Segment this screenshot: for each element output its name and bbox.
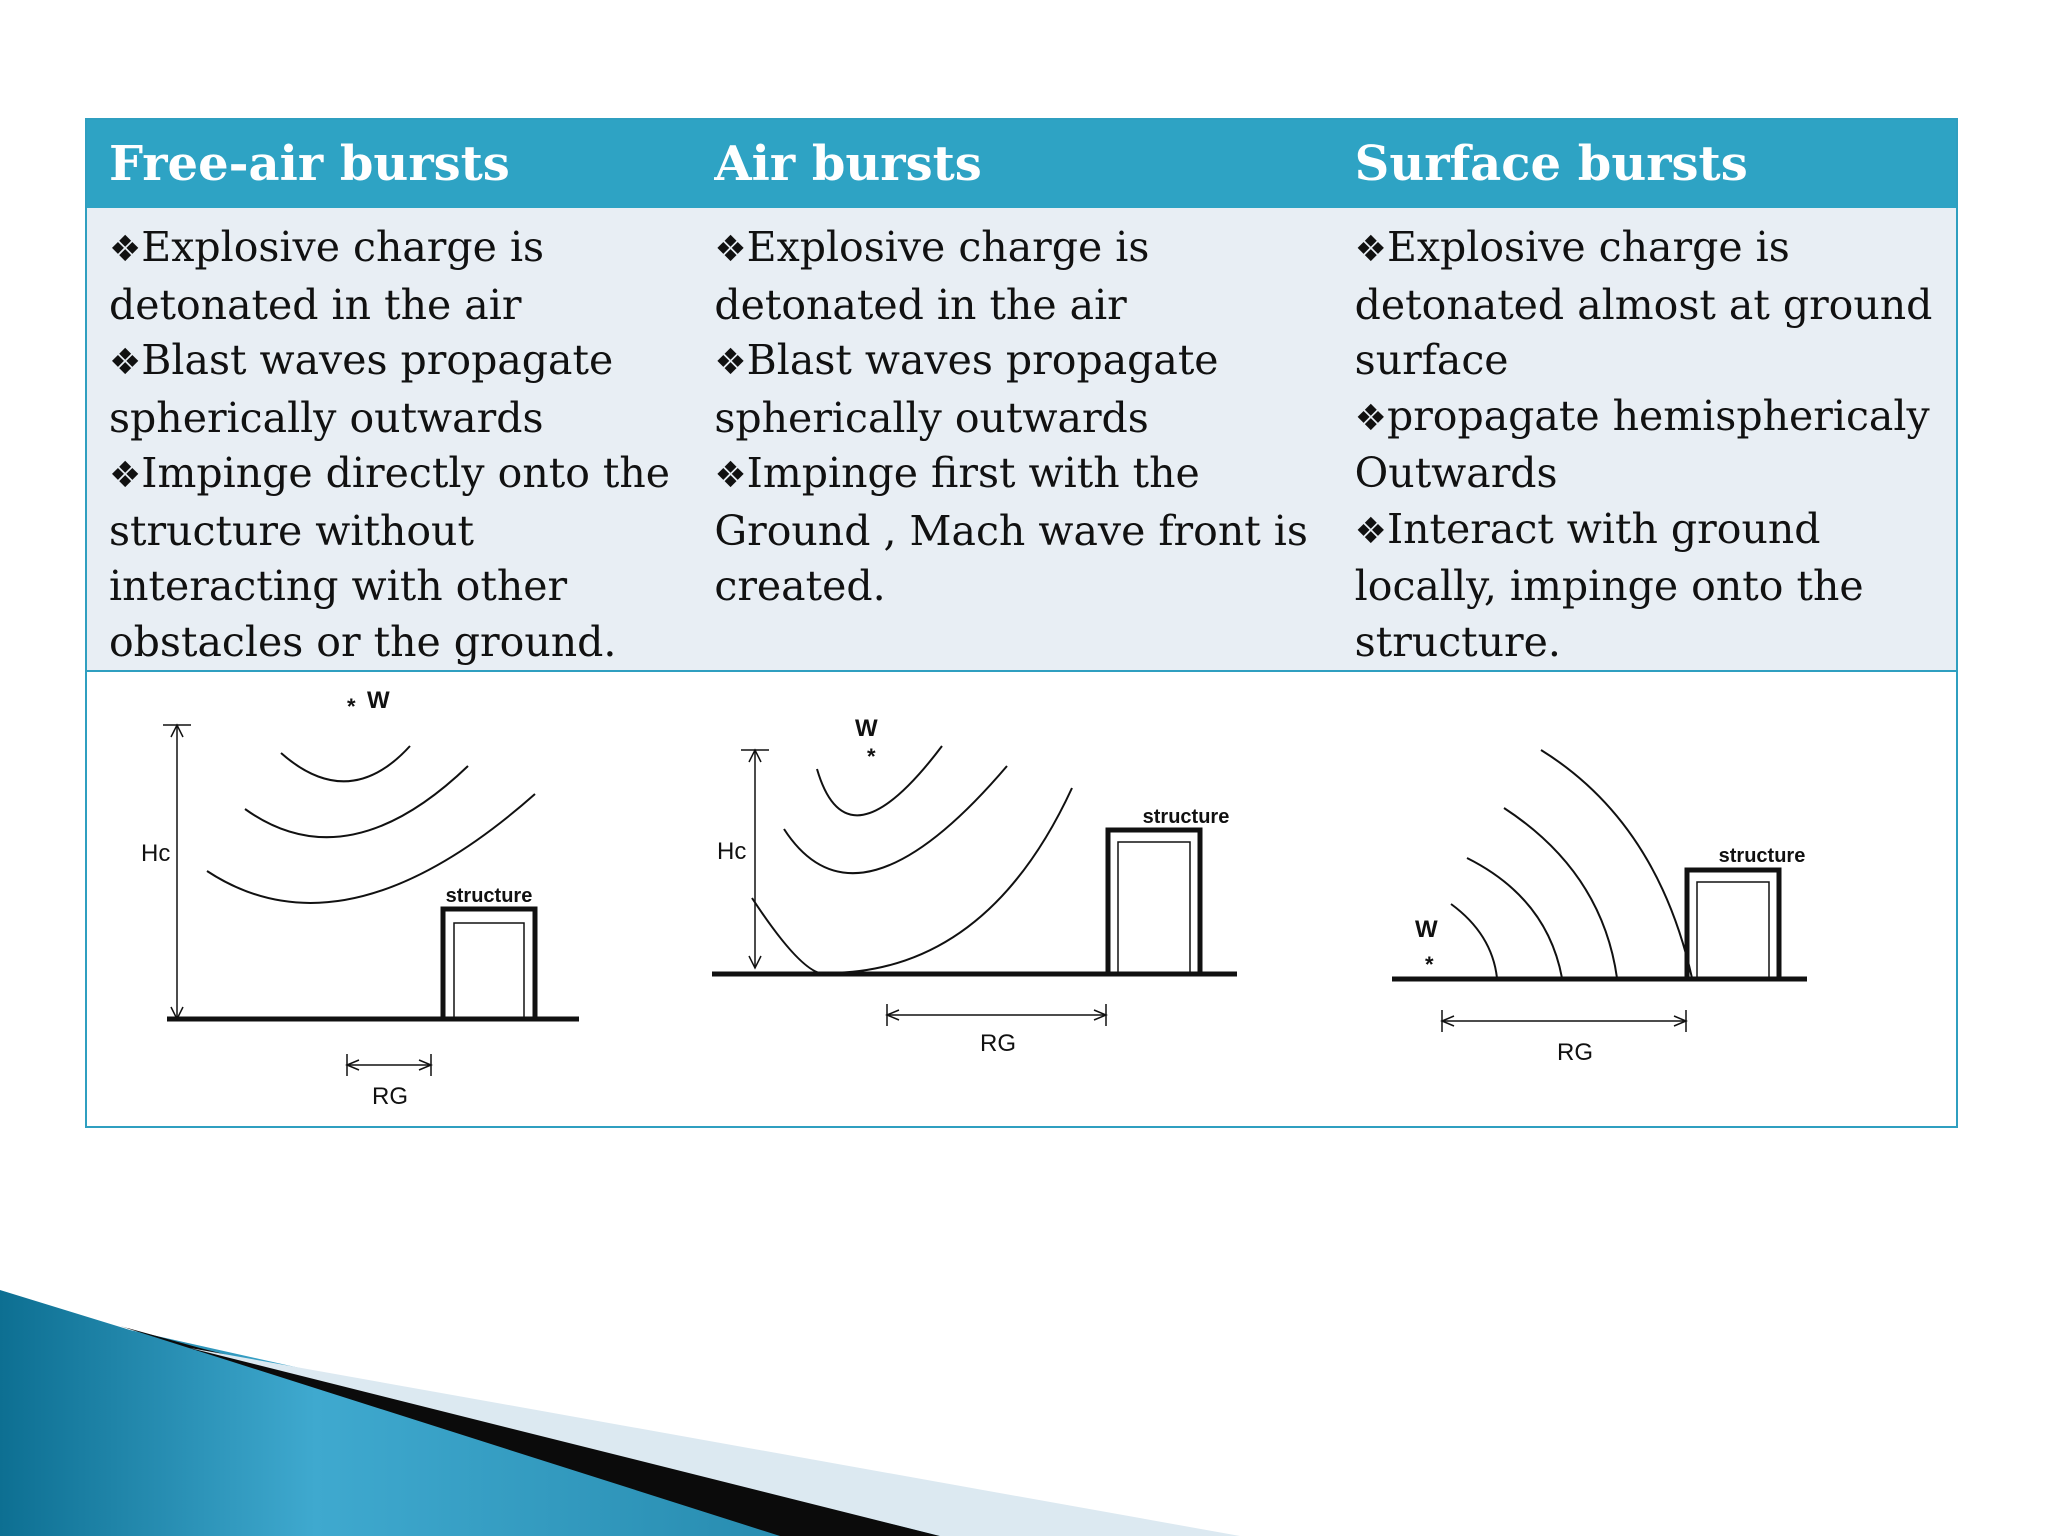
bullet-diamond-icon: ❖ bbox=[109, 342, 142, 383]
decorative-swoosh bbox=[0, 1290, 2048, 1536]
bullet-item: ❖Explosive charge is detonated in the air bbox=[109, 223, 545, 329]
description-row bbox=[87, 208, 1956, 672]
structure-box bbox=[443, 909, 535, 1019]
charge-label: W bbox=[1415, 916, 1438, 943]
svg-text:*: * bbox=[347, 694, 356, 719]
comparison-table bbox=[85, 118, 1958, 1128]
bullet-diamond-icon: ❖ bbox=[714, 455, 747, 496]
bullet-item: ❖Interact with ground locally, impinge onto the structure. bbox=[1354, 504, 1864, 666]
table-header-row bbox=[87, 120, 1956, 208]
bullet-item: ❖Explosive charge is detonated in the air bbox=[714, 223, 1150, 329]
height-label: Hc bbox=[141, 840, 171, 867]
bullet-item: ❖propagate hemisphericaly Outwards bbox=[1354, 391, 1930, 497]
distance-label: RG bbox=[1557, 1039, 1593, 1066]
bullet-item: ❖Explosive charge is detonated almost at ground surface bbox=[1354, 223, 1933, 384]
surface-burst-description bbox=[1333, 208, 1956, 670]
header-air-bursts: Air bursts bbox=[714, 136, 982, 192]
blast-wave bbox=[1541, 750, 1692, 978]
structure-label: structure bbox=[1718, 845, 1806, 867]
blast-wave bbox=[1467, 858, 1562, 978]
header-surface-bursts: Surface bursts bbox=[1354, 136, 1748, 192]
bullet-diamond-icon: ❖ bbox=[1354, 510, 1387, 552]
bullet-diamond-icon: ❖ bbox=[109, 229, 142, 270]
bullet-diamond-icon: ❖ bbox=[714, 229, 747, 270]
bullet-item: ❖Blast waves propagate spherically outwards bbox=[109, 336, 614, 442]
charge-label: W bbox=[367, 687, 390, 714]
blast-wave bbox=[1504, 808, 1617, 978]
distance-label: RG bbox=[372, 1083, 408, 1110]
svg-text:*: * bbox=[1425, 952, 1434, 977]
bullet-item: ❖Impinge directly onto the structure without interacting with other obstacles or the ground. bbox=[109, 449, 671, 666]
diagram-row bbox=[87, 672, 1956, 1126]
free-air-burst-diagram bbox=[141, 687, 579, 1110]
free-air-description bbox=[87, 208, 692, 670]
blast-diagrams bbox=[87, 672, 1956, 1126]
svg-text:*: * bbox=[867, 744, 876, 769]
bullet-diamond-icon: ❖ bbox=[109, 455, 142, 496]
blast-wave bbox=[752, 788, 1072, 974]
air-burst-description bbox=[692, 208, 1332, 670]
blast-wave bbox=[1451, 904, 1497, 978]
bullet-diamond-icon: ❖ bbox=[1354, 229, 1387, 270]
structure-box bbox=[1108, 830, 1200, 974]
height-label: Hc bbox=[717, 838, 747, 865]
blast-wave bbox=[817, 746, 942, 815]
header-free-air-bursts: Free-air bursts bbox=[109, 136, 510, 192]
bullet-diamond-icon: ❖ bbox=[1354, 397, 1387, 439]
charge-label: W bbox=[855, 715, 878, 742]
blast-wave bbox=[784, 766, 1007, 873]
structure-label: structure bbox=[445, 885, 533, 907]
air-burst-diagram bbox=[712, 715, 1237, 1057]
structure-label: structure bbox=[1142, 806, 1230, 828]
blast-wave bbox=[281, 746, 410, 781]
surface-burst-diagram bbox=[1392, 750, 1807, 1066]
structure-box bbox=[1687, 870, 1779, 979]
bullet-item: ❖Impinge first with the Ground , Mach wave front is created. bbox=[714, 449, 1308, 610]
bullet-item: ❖Blast waves propagate spherically outwards bbox=[714, 336, 1219, 442]
blast-wave bbox=[245, 766, 468, 837]
bullet-diamond-icon: ❖ bbox=[714, 342, 747, 383]
distance-label: RG bbox=[980, 1030, 1016, 1057]
